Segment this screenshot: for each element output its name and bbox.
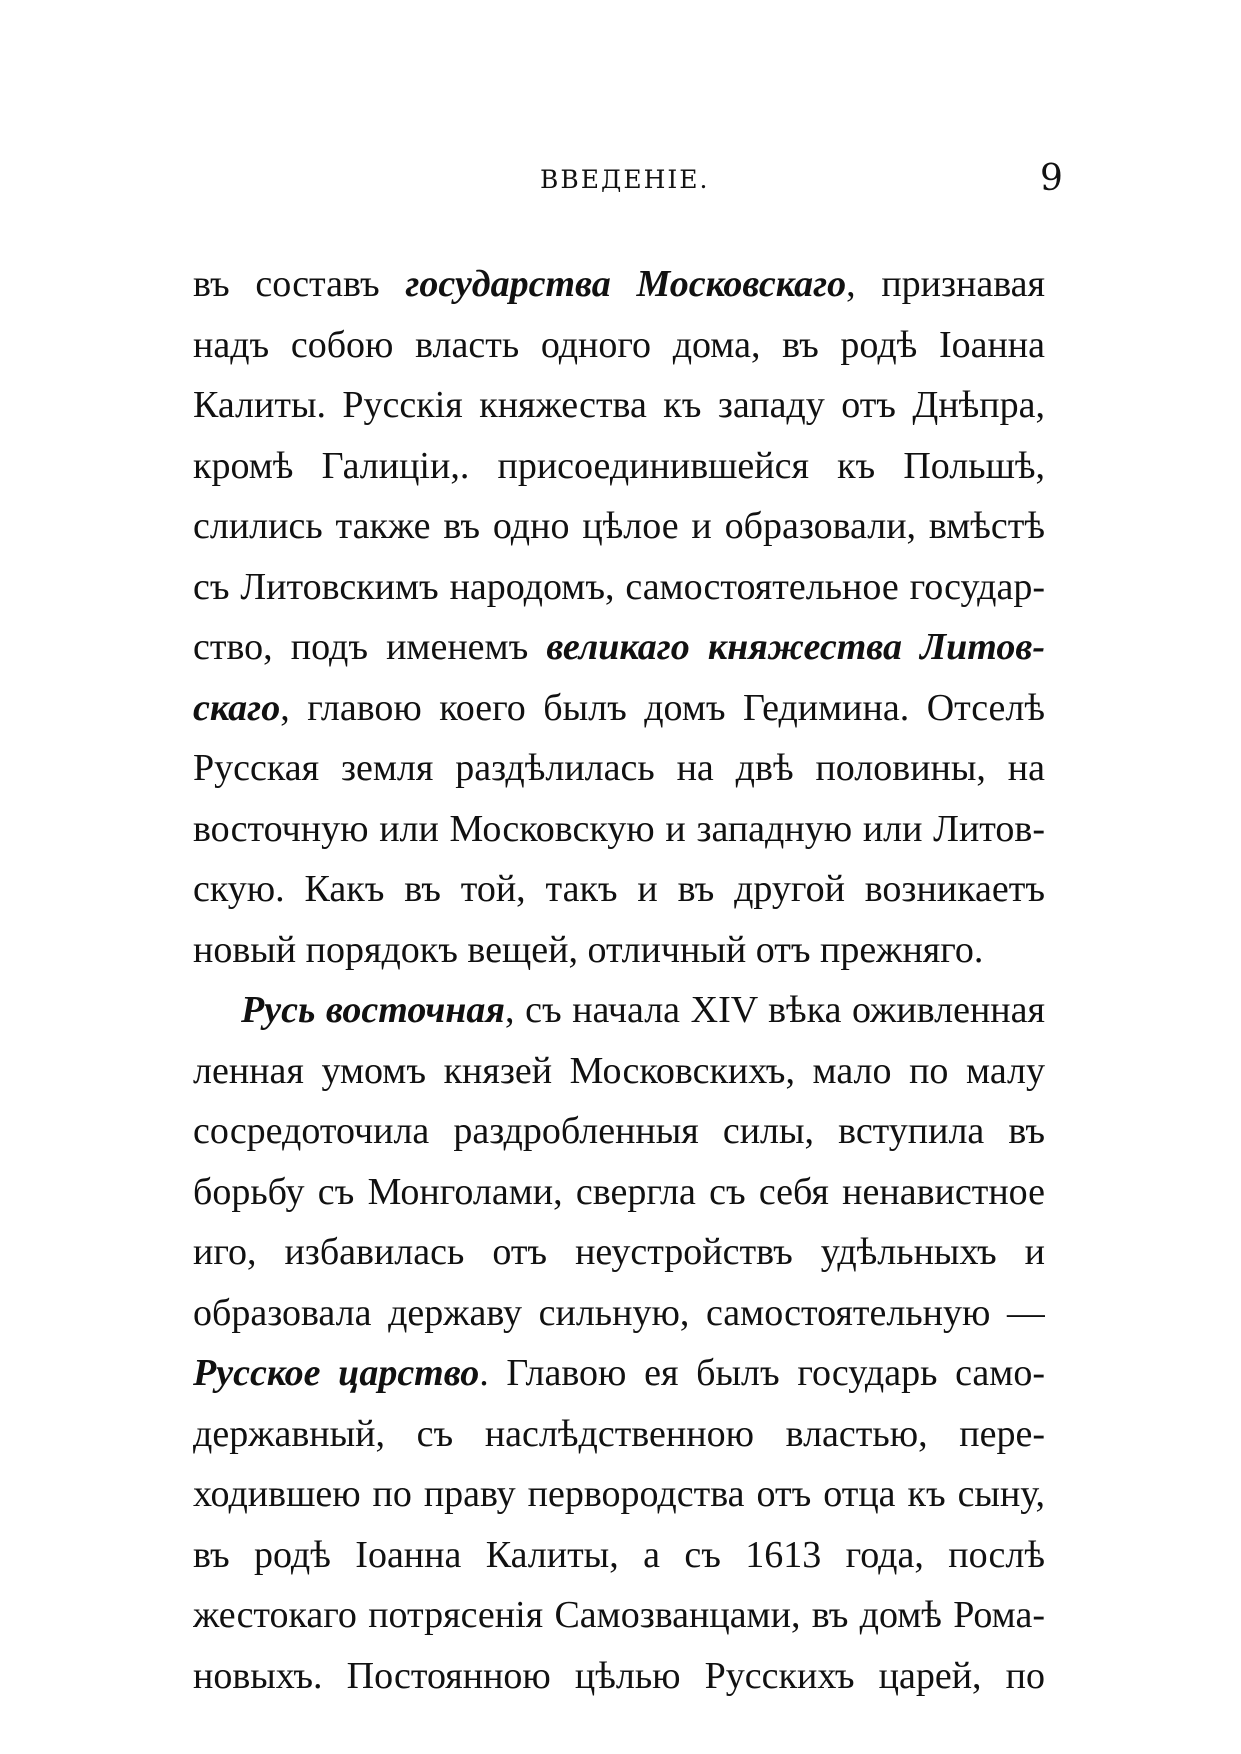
text-span: , главою коего былъ домъ Гедимина. Отселѣ <box>280 686 1045 729</box>
emphasis-text: Русь восточная <box>241 989 505 1031</box>
text-line <box>193 1343 1045 1404</box>
text-span: ленная умомъ князей Московскихъ, мало по малу <box>193 1049 1045 1092</box>
text-line <box>193 617 1045 678</box>
text-span: , съ начала XIV вѣка оживленная <box>504 989 1045 1031</box>
text-span: восточную или Московскую и западную или Литов- <box>193 807 1045 850</box>
text-span: кромѣ Галиціи,. присоединившейся къ Польшѣ, <box>193 444 1045 487</box>
text-span: Русская земля раздѣлилась на двѣ половины, на <box>193 747 1045 789</box>
running-head: ВВЕДЕНІЕ. <box>540 165 710 194</box>
emphasis-text: Русское царство <box>193 1352 480 1394</box>
text-line <box>193 980 1045 1041</box>
text-line <box>193 1585 1045 1646</box>
text-span: въ родѣ Іоанна Калиты, а съ 1613 года, послѣ <box>193 1533 1045 1576</box>
text-line <box>193 1101 1045 1162</box>
text-line <box>193 738 1045 799</box>
text-span: жестокаго потрясенія Самозванцами, въ домѣ Рома- <box>193 1594 1045 1636</box>
text-span: . Главою ея былъ государь само- <box>479 1352 1045 1394</box>
text-line <box>193 1283 1045 1344</box>
text-line <box>193 1222 1045 1283</box>
text-block <box>193 254 1045 1706</box>
text-span: съ Литовскимъ народомъ, самостоятельное государ- <box>193 565 1045 608</box>
text-span: новыхъ. Постоянною цѣлью Русскихъ царей, по <box>193 1654 1045 1697</box>
text-line <box>193 678 1045 739</box>
text-line <box>193 557 1045 618</box>
text-span: сосредоточила раздробленныя силы, вступила въ <box>193 1110 1045 1152</box>
text-span: образовала державу сильную, самостоятельную — <box>193 1291 1045 1334</box>
text-line <box>193 1404 1045 1465</box>
text-line <box>193 436 1045 497</box>
text-span: иго, избавилась отъ неустройствъ удѣльныхъ и <box>193 1231 1045 1273</box>
text-span: новый порядокъ вещей, отличный отъ прежняго. <box>193 928 984 971</box>
page-number: 9 <box>1040 158 1063 199</box>
text-span: ходившею по праву первородства отъ отца къ сыну, <box>193 1473 1045 1515</box>
text-line <box>193 920 1045 981</box>
text-span: скую. Какъ въ той, такъ и въ другой возникаетъ <box>193 868 1045 910</box>
text-span: Калиты. Русскія княжества къ западу отъ Днѣпра, <box>193 384 1045 426</box>
text-span: въ составъ <box>193 263 406 305</box>
text-span: державный, съ наслѣдственною властью, пере- <box>193 1412 1045 1455</box>
text-line <box>193 496 1045 557</box>
text-line <box>193 375 1045 436</box>
emphasis-text: великаго княжества Литов- <box>546 626 1045 668</box>
text-line <box>193 315 1045 376</box>
text-line <box>193 1464 1045 1525</box>
text-span: борьбу съ Монголами, свергла съ себя ненавистное <box>193 1170 1045 1213</box>
text-line <box>193 799 1045 860</box>
text-line <box>193 859 1045 920</box>
text-line <box>193 1041 1045 1102</box>
paragraph <box>193 254 1045 980</box>
text-span: надъ собою власть одного дома, въ родѣ Іоанна <box>193 323 1045 366</box>
text-line <box>193 1162 1045 1223</box>
text-span: слились также въ одно цѣлое и образовали, вмѣстѣ <box>193 505 1045 547</box>
text-line <box>193 1646 1045 1707</box>
paragraph <box>193 980 1045 1706</box>
text-line <box>193 254 1045 315</box>
text-span: ство, подъ именемъ <box>193 626 547 668</box>
text-span: , признавая <box>846 263 1045 305</box>
text-line <box>193 1525 1045 1586</box>
emphasis-text: государства Московскаго <box>405 263 847 305</box>
emphasis-text: скаго <box>193 686 281 729</box>
